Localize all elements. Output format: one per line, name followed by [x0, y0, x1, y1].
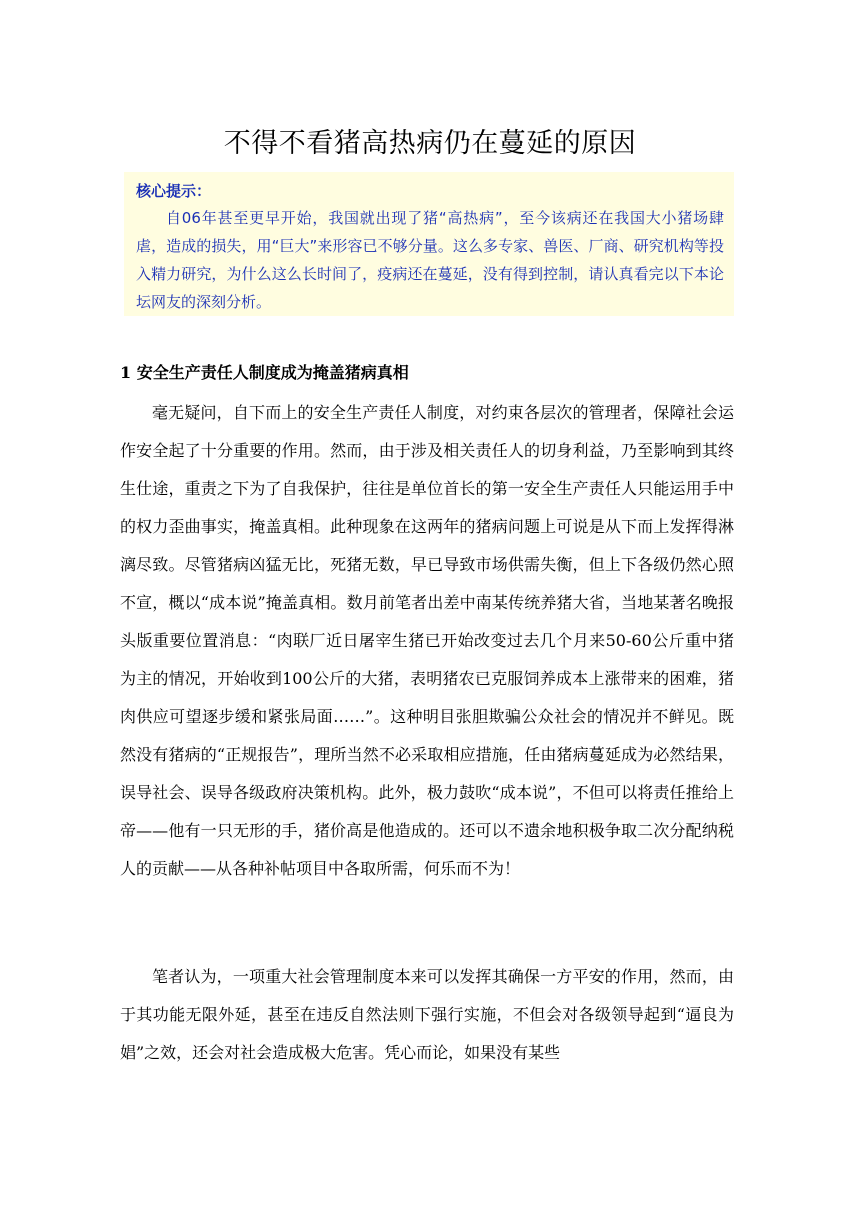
page-title: 不得不看猪高热病仍在蔓延的原因 — [223, 128, 637, 159]
summary-text: 自06年甚至更早开始，我国就出现了猪“高热病”，至今该病还在我国大小猪场肆虐，造成的损失，用“巨大”来形容已不够分量。这么多专家、兽医、厂商、研究机构等投入精力研究，为什么这么长时间了，疫病还在蔓延，没有得到控制，请认真看完以下本论坛网友的深刻分析。 — [136, 209, 724, 311]
summary-box — [124, 172, 734, 316]
summary-label: 核心提示： — [136, 182, 212, 200]
body-paragraph-2-container — [120, 958, 734, 1072]
body-paragraph: 笔者认为，一项重大社会管理制度本来可以发挥其确保一方平安的作用，然而，由于其功能无限外延，甚至在违反自然法则下强行实施，不但会对各级领导起到“逼良为娼”之效，还会对社会造成极大危害。凭心而论，如果没有某些 — [120, 967, 734, 1062]
body-paragraph-1-container — [120, 394, 734, 888]
section-heading: 1 安全生产责任人制度成为掩盖猪病真相 — [120, 363, 409, 382]
body-paragraph: 毫无疑问，自下而上的安全生产责任人制度，对约束各层次的管理者，保障社会运作安全起了十分重要的作用。然而，由于涉及相关责任人的切身利益，乃至影响到其终生仕途，重责之下为了自我保护，往往是单位首长的第一安全生产责任人只能运用手中的权力歪曲事实，掩盖真相。此种现象在这两年的猪病问题上可说是从下而上发挥得淋漓尽致。尽管猪病凶猛无比，死猪无数，早已导致市场供需失衡，但上下各级仍然心照不宣，概以“成本说”掩盖真相。数月前笔者出差中南某传统养猪大省，当地某著名晚报头版重要位置消息：“肉联厂近日屠宰生猪已开始改变过去几个月来50-60公斤重中猪为主的情况，开始收到100公斤的大猪，表明猪农已克服饲养成本上涨带来的困难，猪肉供应可望逐步缓和紧张局面……”。这种明目张胆欺骗公众社会的情况并不鲜见。既然没有猪病的“正规报告”，理所当然不必采取相应措施，任由猪病蔓延成为必然结果，误导社会、误导各级政府决策机构。此外，极力鼓吹“成本说”，不但可以将责任推给上帝——他有一只无形的手，猪价高是他造成的。还可以不遗余地积极争取二次分配纳税人的贡献——从各种补帖项目中各取所需，何乐而不为！ — [120, 403, 734, 878]
